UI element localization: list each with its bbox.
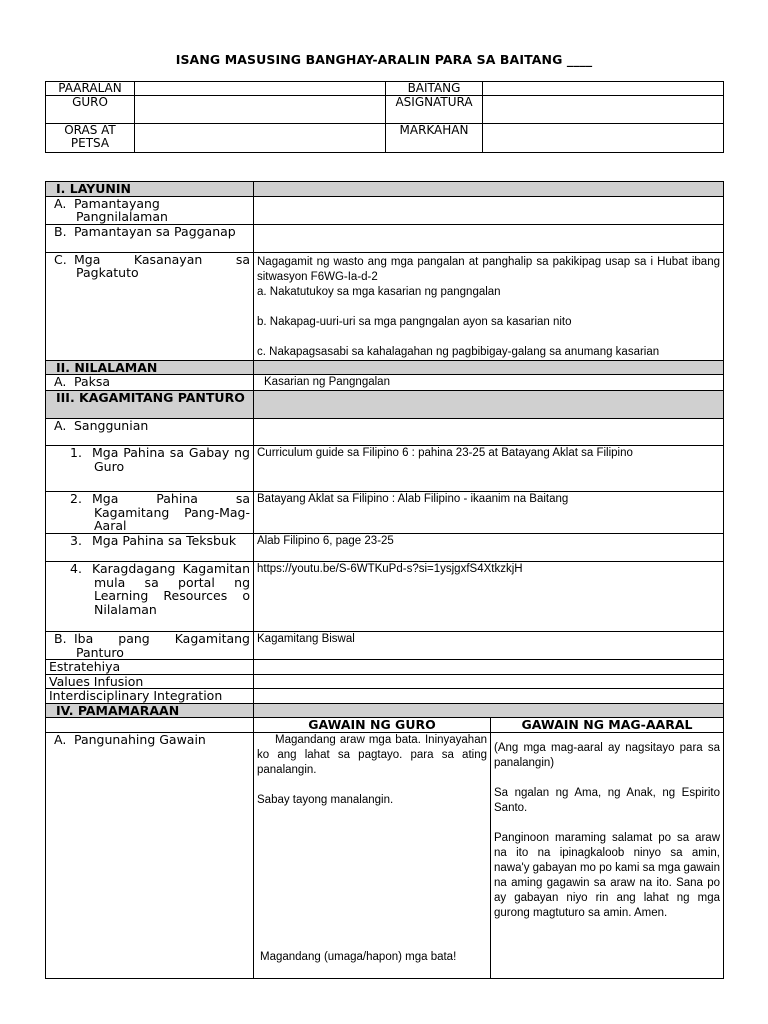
markahan-value[interactable] [483,124,724,153]
baitang-value[interactable] [483,82,724,96]
baitang-label: BAITANG [386,82,483,96]
oras-petsa-value[interactable] [135,124,386,153]
mag-aaral-prayer: Panginoon maraming salamat po sa araw na ito na ipinagkaloob ninyo sa amin, nawa'y gabayan mo po kami sa mga gawain na aming gagawin sa araw na ito. Sana po ay gabayan niyo rin ang lahat ng mga gurong magtuturo sa amin. Amen. [494,832,720,919]
gawain-ng-guro-cell[interactable] [254,733,491,979]
values-infusion-label: Values Infusion [46,674,254,689]
pangunahing-gawain-label: A. Pangunahing Gawain [46,733,254,979]
teksbuk-label: 3. Mga Pahina sa Teksbuk [46,534,254,562]
objective-c: c. Nakapagsasabi sa kahalagahan ng pagbibigay-galang sa anumang kasarian [257,345,660,358]
gawain-ng-mag-aaral-cell[interactable] [491,733,724,979]
pamantayan-sa-pagganap-value[interactable] [254,224,724,252]
layunin-heading: I. LAYUNIN [46,182,254,197]
lesson-plan-table [45,181,724,979]
estratehiya-value[interactable] [254,660,724,675]
paksa-value[interactable]: Kasarian ng Pangngalan [254,375,724,391]
pamantayang-pangnilalaman-value[interactable] [254,196,724,224]
kagamitang-pang-mag-aaral-label: 2. Mga Pahina sa Kagamitang Pang-Mag-Aaral [46,492,254,534]
teksbuk-value[interactable]: Alab Filipino 6, page 23-25 [254,534,724,562]
gawain-ng-mag-aaral-header: GAWAIN NG MAG-AARAL [491,718,724,733]
guro-prayer: Sabay tayong manalangin. [257,794,394,806]
gabay-ng-guro-label: 1. Mga Pahina sa Gabay ng Guro [46,446,254,492]
guro-label: GURO [46,96,135,124]
estratehiya-label: Estratehiya [46,660,254,675]
nilalaman-heading: II. NILALAMAN [46,360,254,375]
mga-kasanayan-value[interactable] [254,252,724,360]
interdisciplinary-label: Interdisciplinary Integration [46,689,254,704]
mag-aaral-response-2: Sa ngalan ng Ama, ng Anak, ng Espirito Santo. [494,787,720,814]
header-table [45,81,724,153]
gabay-ng-guro-value[interactable]: Curriculum guide sa Filipino 6 : pahina 23-25 at Batayang Aklat sa Filipino [254,446,724,492]
iba-pang-kagamitan-label: B. Iba pang Kagamitang Panturo [46,632,254,660]
paaralan-label: PAARALAN [46,82,135,96]
pamamaraan-heading: IV. PAMAMARAAN [46,703,254,718]
gawain-ng-guro-header: GAWAIN NG GURO [254,718,491,733]
guro-magandang-umaga: Magandang (umaga/hapon) mga bata! [260,951,457,963]
competency-text: Nagagamit ng wasto ang mga pangalan at panghalip sa pakikipag usap sa i Hubat ibang sitwasyon F6WG-Ia-d-2 [257,255,720,283]
document-title: ISANG MASUSING BANGHAY-ARALIN PARA SA BAITANG ____ [175,52,593,67]
karagdagang-kagamitan-label: 4. Karagdagang Kagamitan mula sa portal ng Learning Resources o Nilalaman [46,562,254,632]
paaralan-value[interactable] [135,82,386,96]
mag-aaral-response-1: (Ang mga mag-aaral ay nagsitayo para sa panalangin) [494,742,720,769]
kagamitang-pang-mag-aaral-value[interactable]: Batayang Aklat sa Filipino : Alab Filipino - ikaanim na Baitang [254,492,724,534]
sanggunian-value[interactable] [254,419,724,446]
guro-greeting: Magandang araw mga bata. Ininyayahan ko ang lahat sa pagtayo. para sa ating panalangin. [257,734,487,776]
values-infusion-value[interactable] [254,674,724,689]
karagdagang-kagamitan-value[interactable]: https://youtu.be/S-6WTKuPd-s?si=1ysjgxfS4XtkzkjH [254,562,724,632]
pamantayan-sa-pagganap-label: B. Pamantayan sa Pagganap [46,224,254,252]
mga-kasanayan-label: C. Mga Kasanayan sa Pagkatuto [46,252,254,360]
asignatura-label: ASIGNATURA [386,96,483,124]
asignatura-value[interactable] [483,96,724,124]
pamantayang-pangnilalaman-label: A. Pamantayang Pangnilalaman [46,196,254,224]
guro-value[interactable] [135,96,386,124]
iba-pang-kagamitan-value[interactable]: Kagamitang Biswal [254,632,724,660]
markahan-label: MARKAHAN [386,124,483,153]
kagamitan-heading: III. KAGAMITANG PANTURO [46,391,254,419]
objective-a: a. Nakatutukoy sa mga kasarian ng pangngalan [257,285,501,298]
paksa-label: A. Paksa [46,375,254,391]
sanggunian-label: A. Sanggunian [46,419,254,446]
interdisciplinary-value[interactable] [254,689,724,704]
oras-petsa-label: ORAS AT PETSA [46,124,135,153]
objective-b: b. Nakapag-uuri-uri sa mga pangngalan ayon sa kasarian nito [257,315,572,328]
